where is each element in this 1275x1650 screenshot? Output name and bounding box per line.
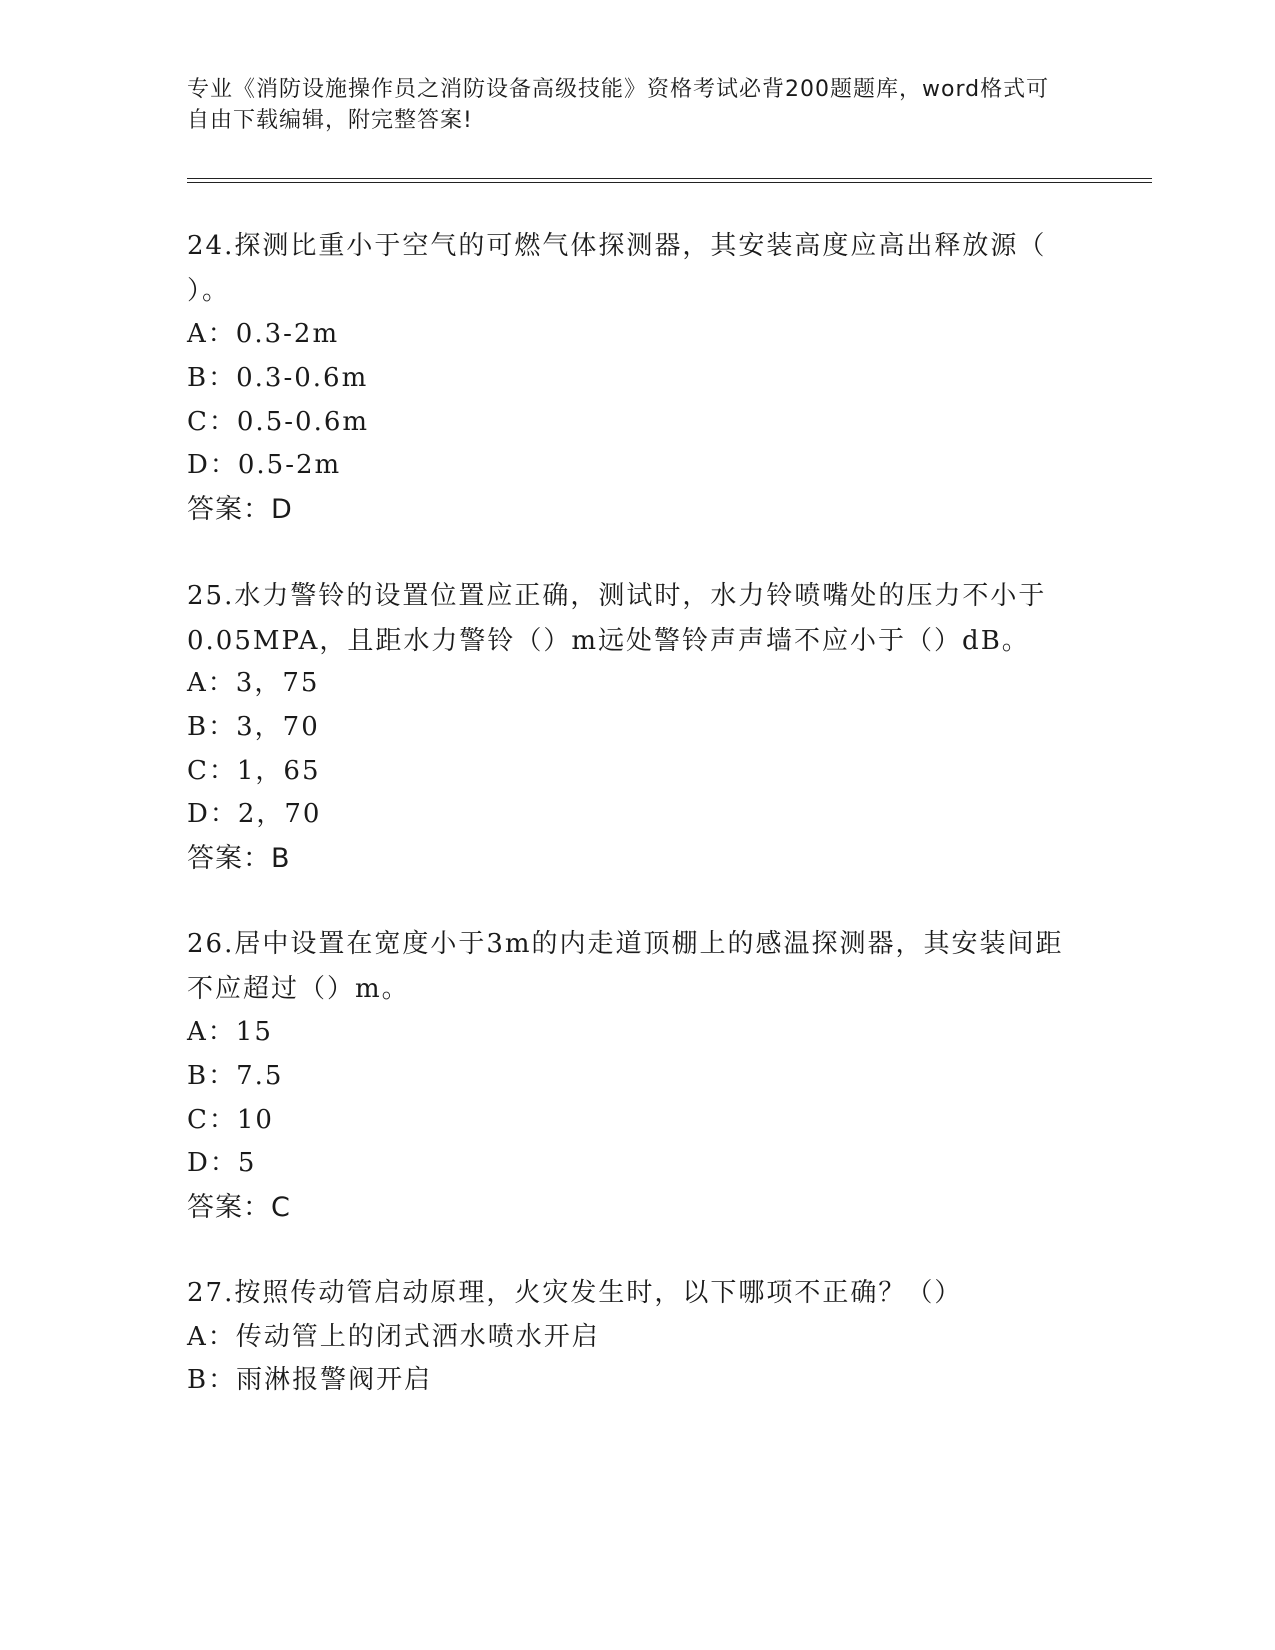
option-a: A：3，75 bbox=[187, 668, 320, 698]
answer: 答案：D bbox=[187, 494, 293, 525]
option-d: D：5 bbox=[187, 1148, 257, 1178]
option-b: B：3，70 bbox=[187, 712, 320, 742]
option-d: D：2，70 bbox=[187, 799, 322, 829]
header-divider-top bbox=[187, 178, 1152, 179]
question-text: 24.探测比重小于空气的可燃气体探测器，其安装高度应高出释放源（ ）。 bbox=[187, 231, 1047, 306]
option-b: B：0.3-0.6m bbox=[187, 363, 369, 393]
question-text: 27.按照传动管启动原理，火灾发生时，以下哪项不正确？（） bbox=[187, 1278, 963, 1308]
option-a: A：15 bbox=[187, 1017, 273, 1047]
answer: 答案：B bbox=[187, 843, 291, 874]
option-b: B：7.5 bbox=[187, 1061, 284, 1091]
option-d: D：0.5-2m bbox=[187, 450, 342, 480]
answer: 答案：C bbox=[187, 1192, 291, 1223]
question-text: 25.水力警铃的设置位置应正确，测试时，水力铃喷嘴处的压力不小于0.05MPA，且距水力警铃（）m远处警铃声声墙不应小于（）dB。 bbox=[187, 581, 1047, 656]
option-a: A：传动管上的闭式洒水喷水开启 bbox=[187, 1322, 600, 1352]
option-b: B：雨淋报警阀开启 bbox=[187, 1365, 433, 1395]
option-c: C：1，65 bbox=[187, 756, 321, 786]
question-text: 26.居中设置在宽度小于3m的内走道顶棚上的感温探测器，其安装间距不应超过（）m。 bbox=[187, 929, 1064, 1004]
option-c: C：10 bbox=[187, 1105, 274, 1135]
option-c: C：0.5-0.6m bbox=[187, 407, 370, 437]
option-a: A：0.3-2m bbox=[187, 319, 340, 349]
document-header: 专业《消防设施操作员之消防设备高级技能》资格考试必背200题题库，word格式可自由下载编辑，附完整答案! bbox=[187, 77, 1050, 133]
header-divider-bottom bbox=[187, 182, 1152, 183]
